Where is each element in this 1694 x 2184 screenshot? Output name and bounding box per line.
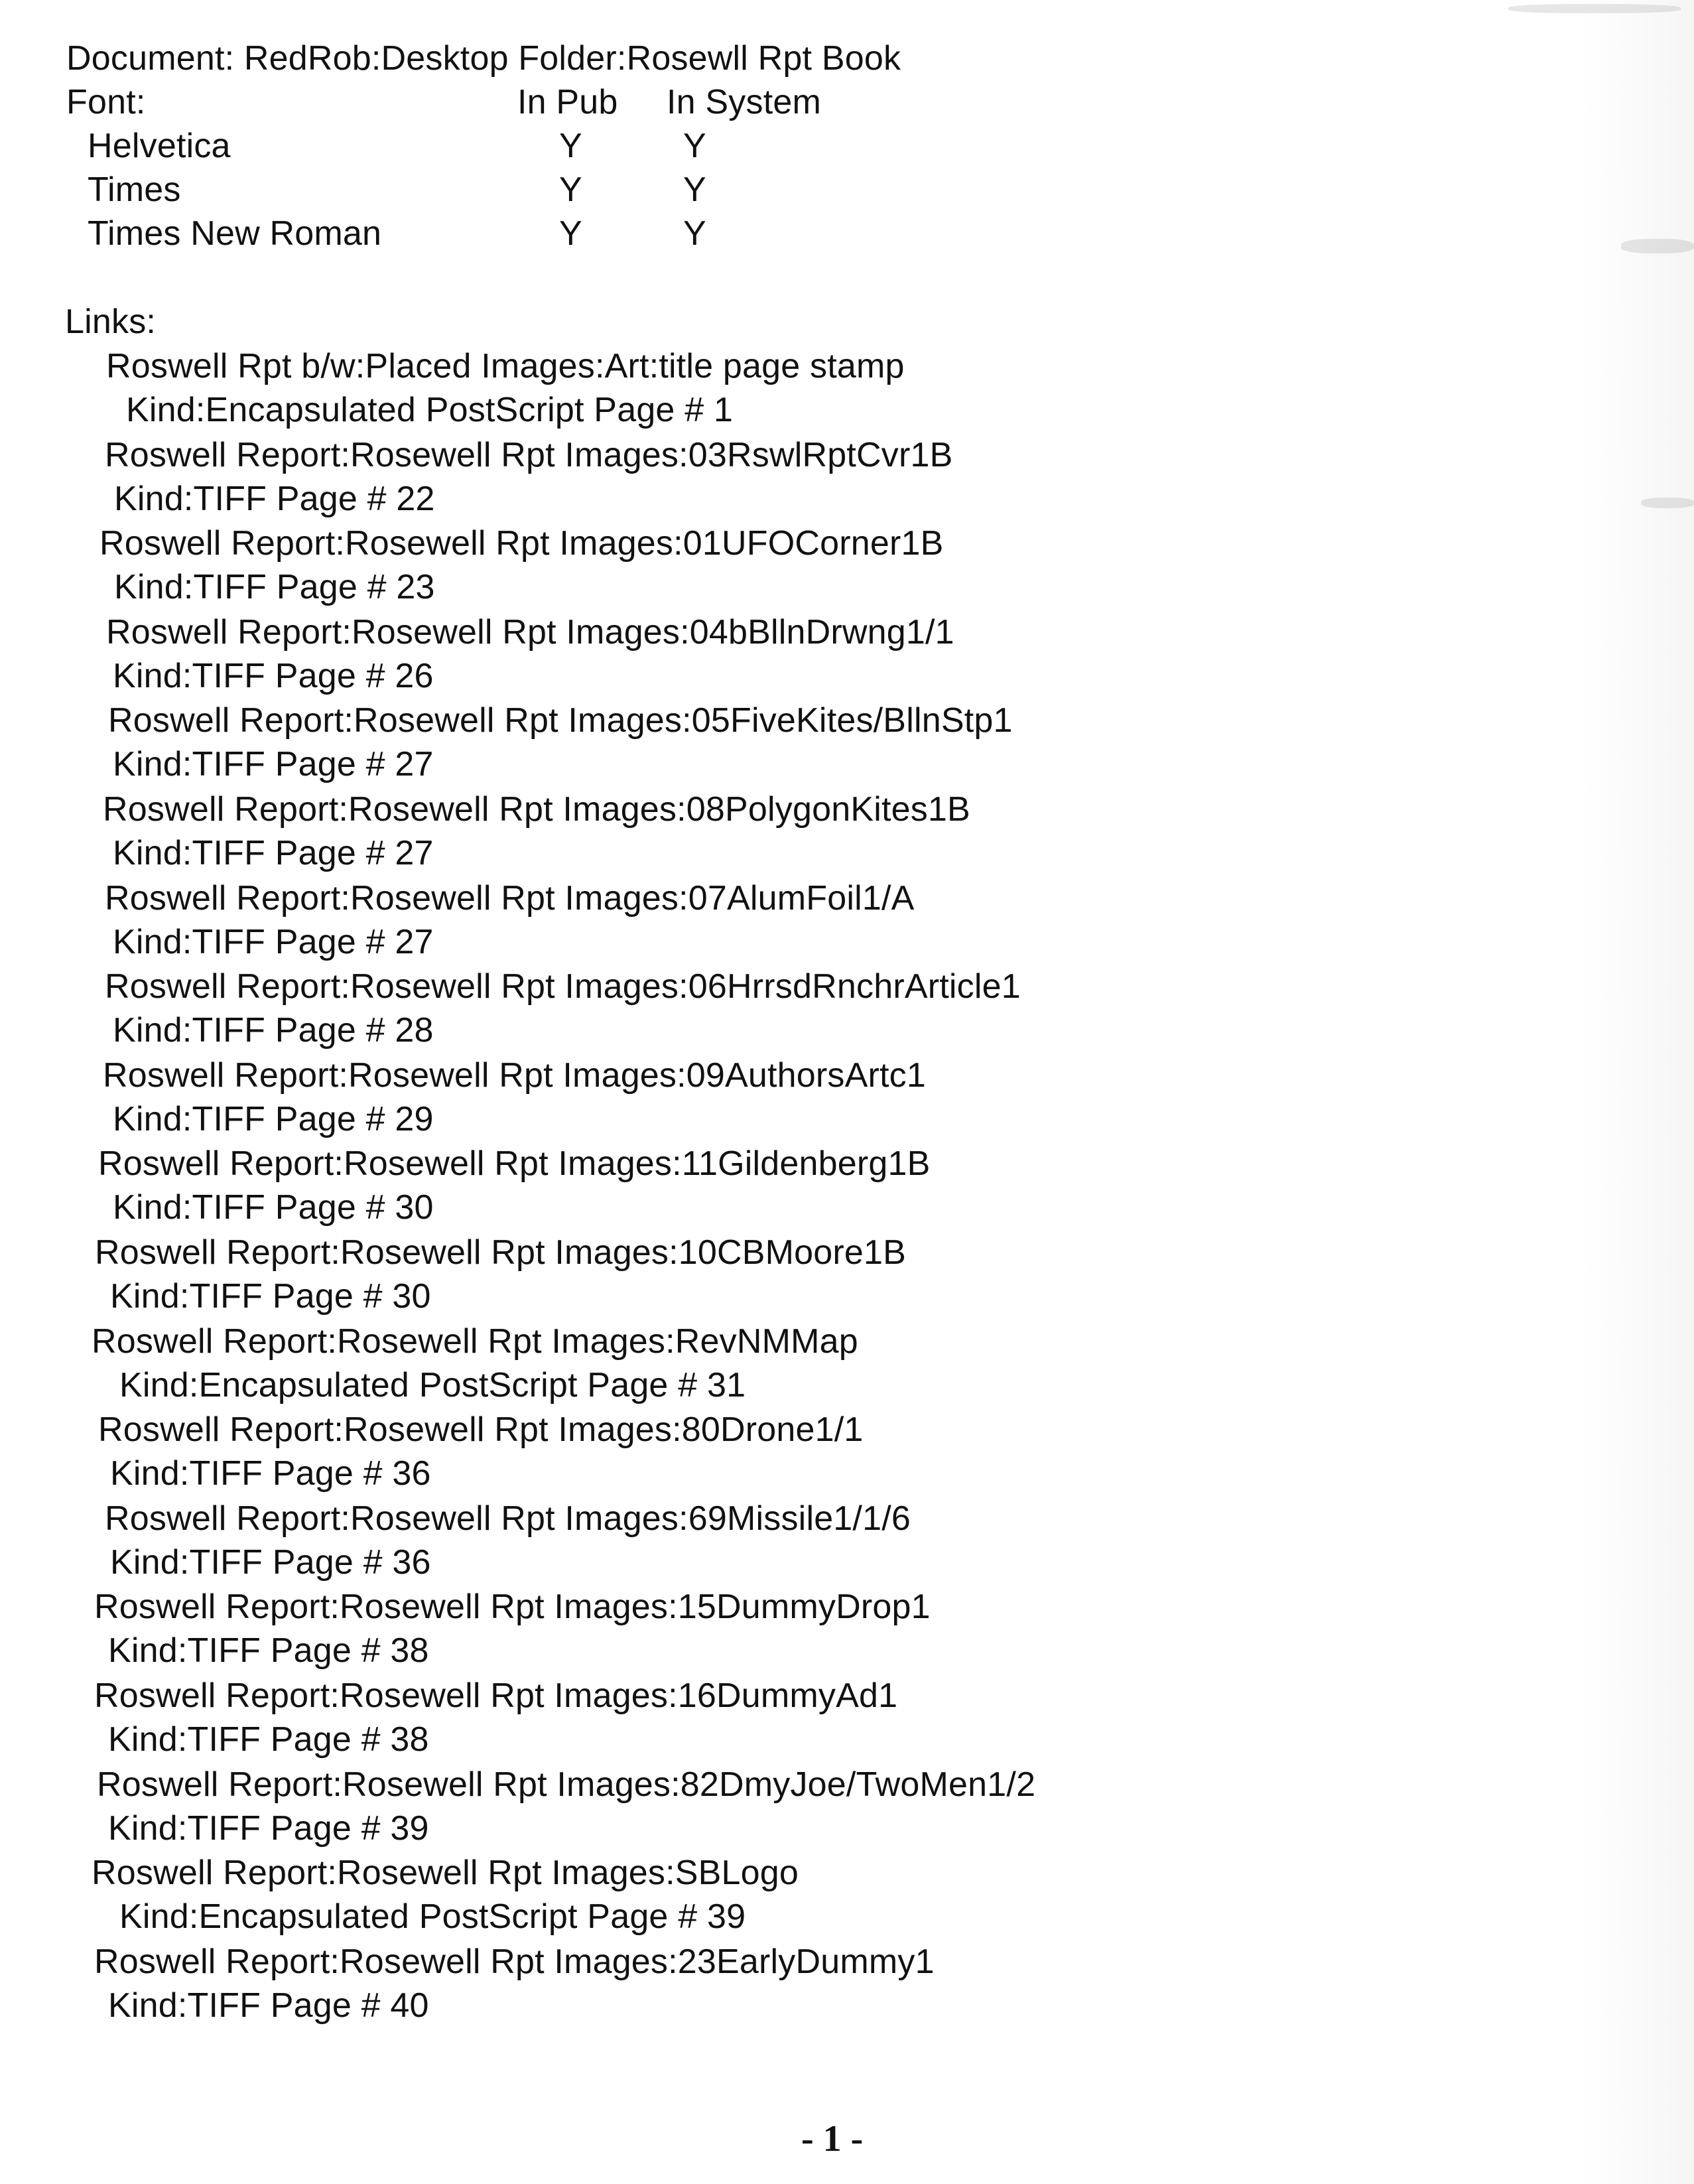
link-path: Roswell Report:Rosewell Rpt Images:15DummyDrop1 — [94, 1588, 931, 1626]
font-in-pub-flag: Y — [559, 171, 582, 209]
link-path: Roswell Report:Rosewell Rpt Images:04bBllnDrwng1/1 — [106, 613, 954, 651]
link-kind: Kind:TIFF Page # 29 — [113, 1100, 434, 1138]
link-kind: Kind:TIFF Page # 38 — [108, 1720, 429, 1759]
link-kind: Kind:TIFF Page # 27 — [113, 745, 434, 784]
font-name: Helvetica — [88, 127, 231, 165]
link-path: Roswell Report:Rosewell Rpt Images:05FiveKites/BllnStp1 — [108, 701, 1013, 740]
scan-edge-shading — [1581, 0, 1694, 2184]
scan-smudge — [1621, 239, 1694, 253]
link-kind: Kind:TIFF Page # 30 — [113, 1188, 434, 1227]
link-path: Roswell Report:Rosewell Rpt Images:10CBMoore1B — [95, 1233, 907, 1272]
link-path: Roswell Report:Rosewell Rpt Images:07AlumFoil1/A — [105, 879, 915, 918]
link-path: Roswell Report:Rosewell Rpt Images:06HrrsdRnchrArticle1 — [105, 967, 1021, 1006]
link-path: Roswell Report:Rosewell Rpt Images:03RswlRptCvr1B — [105, 436, 953, 474]
link-path: Roswell Rpt b/w:Placed Images:Art:title page stamp — [106, 347, 905, 385]
link-path: Roswell Report:Rosewell Rpt Images:RevNMMap — [92, 1322, 858, 1361]
link-kind: Kind:Encapsulated PostScript Page # 39 — [119, 1897, 746, 1936]
col-header-in-pub: In Pub — [517, 83, 618, 121]
link-kind: Kind:TIFF Page # 23 — [114, 568, 435, 606]
link-path: Roswell Report:Rosewell Rpt Images:11Gildenberg1B — [98, 1144, 931, 1183]
link-path: Roswell Report:Rosewell Rpt Images:08PolygonKites1B — [103, 790, 970, 829]
link-path: Roswell Report:Rosewell Rpt Images:01UFOCorner1B — [99, 524, 944, 563]
page-number: - 1 - — [801, 2118, 864, 2159]
link-kind: Kind:TIFF Page # 30 — [110, 1277, 431, 1316]
link-path: Roswell Report:Rosewell Rpt Images:82DmyJoe/TwoMen1/2 — [97, 1765, 1036, 1804]
link-kind: Kind:TIFF Page # 39 — [108, 1809, 429, 1848]
link-path: Roswell Report:Rosewell Rpt Images:23EarlyDummy1 — [94, 1943, 935, 1981]
scan-smudge — [1508, 4, 1681, 13]
link-path: Roswell Report:Rosewell Rpt Images:16DummyAd1 — [94, 1676, 898, 1715]
font-in-system-flag: Y — [683, 214, 706, 253]
fonts-label: Font: — [66, 83, 146, 121]
font-in-pub-flag: Y — [559, 214, 582, 253]
link-kind: Kind:TIFF Page # 27 — [113, 923, 434, 961]
document-path: Document: RedRob:Desktop Folder:Rosewll Rpt Book — [66, 39, 901, 78]
links-label: Links: — [65, 303, 157, 341]
col-header-in-system: In System — [667, 83, 821, 121]
link-kind: Kind:TIFF Page # 22 — [114, 480, 435, 518]
scan-smudge — [1641, 498, 1694, 508]
link-kind: Kind:TIFF Page # 27 — [113, 834, 434, 872]
link-path: Roswell Report:Rosewell Rpt Images:SBLogo — [92, 1854, 799, 1892]
link-kind: Kind:TIFF Page # 26 — [113, 657, 434, 695]
font-name: Times — [88, 171, 181, 209]
link-path: Roswell Report:Rosewell Rpt Images:80Drone1/1 — [98, 1410, 864, 1449]
link-kind: Kind:TIFF Page # 38 — [108, 1631, 429, 1670]
link-path: Roswell Report:Rosewell Rpt Images:09AuthorsArtc1 — [103, 1056, 926, 1095]
link-kind: Kind:TIFF Page # 28 — [113, 1011, 434, 1050]
link-kind: Kind:TIFF Page # 40 — [108, 1986, 429, 2025]
font-in-system-flag: Y — [683, 171, 706, 209]
font-name: Times New Roman — [88, 214, 382, 253]
link-kind: Kind:TIFF Page # 36 — [110, 1543, 431, 1582]
link-kind: Kind:Encapsulated PostScript Page # 1 — [126, 391, 734, 429]
link-kind: Kind:TIFF Page # 36 — [110, 1454, 431, 1493]
font-in-system-flag: Y — [683, 127, 706, 165]
font-in-pub-flag: Y — [559, 127, 582, 165]
link-path: Roswell Report:Rosewell Rpt Images:69Missile1/1/6 — [105, 1499, 911, 1538]
link-kind: Kind:Encapsulated PostScript Page # 31 — [119, 1366, 746, 1404]
